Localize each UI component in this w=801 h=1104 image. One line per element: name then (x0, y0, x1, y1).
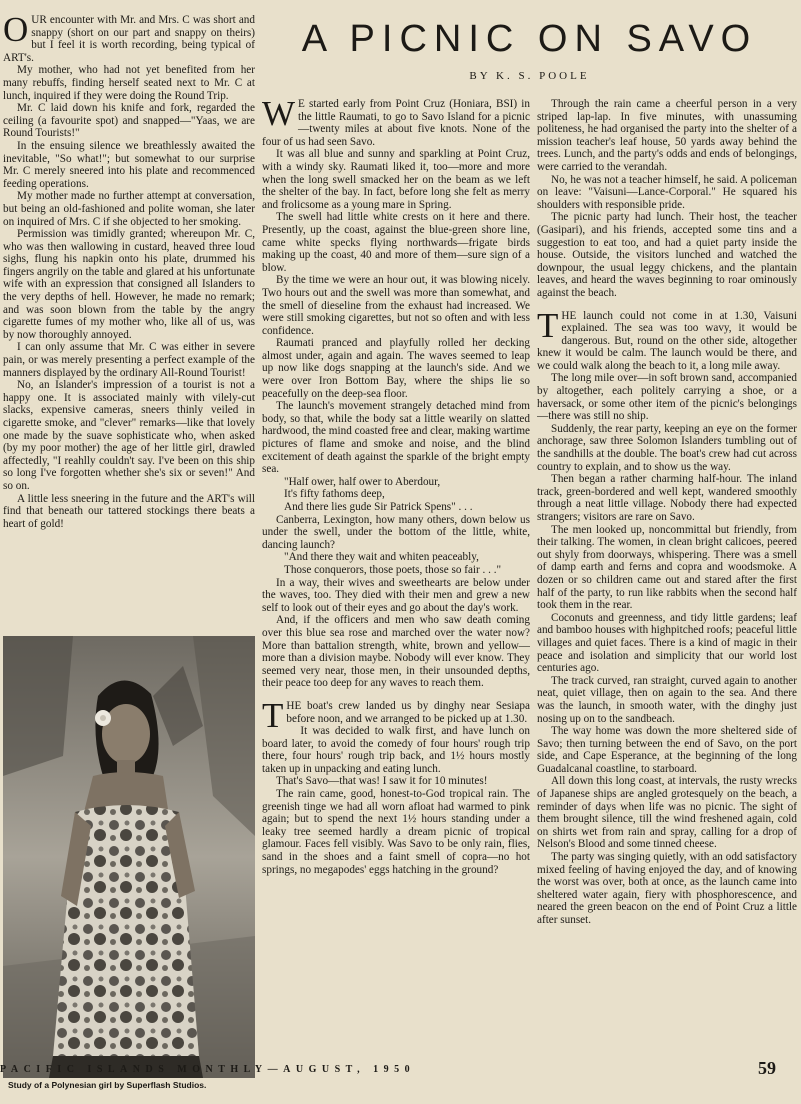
paragraph-text: Canberra, Lexington, how many others, down below us under the swell, under the bottom of the little, white, dancing launch? (262, 513, 530, 551)
paragraph (262, 274, 530, 337)
column-picnic-2 (537, 98, 797, 1058)
paragraph-text: No, an Islander's impression of a tourist is not a happy one. It is associated mainly with vilely-cut slacks, expensive cameras, sneers thinly veiled in cigarette smoke, and "clever" remarks—like that lovely one made by the suave sophisticate who, when asked (by my poor mother) the age of her little girl, drawled affectedly, "I reahlly couldn't say. I've been on this ship so long I've forgotten whether she's six or seven!" And so on. (3, 379, 255, 492)
paragraph (3, 493, 255, 531)
column-tourists (3, 14, 255, 530)
paragraph (3, 379, 255, 492)
paragraph-text: And there lies gude Sir Patrick Spens" . . . (284, 501, 473, 513)
paragraph (537, 775, 797, 851)
paragraph-text: Raumati pranced and playfully rolled her decking almost under, again and again. The waves seemed to leap up now like dogs snapping at the launch's side. And we were over Iron Bottom Bay, where the ships lie so peacefully on the deep-sea floor. (262, 337, 530, 400)
paragraph (3, 64, 255, 102)
paragraph (537, 423, 797, 473)
drop-cap: T (537, 305, 559, 345)
paragraph-text: "Half ower, half ower to Aberdour, (284, 475, 441, 488)
paragraph (262, 211, 530, 274)
paragraph-text: My mother made no further attempt at conversation, but being an old-fashioned and polite woman, she later on inquired of Mrs. C if she objected to her smoking. (3, 190, 255, 228)
drop-cap: W (262, 98, 296, 133)
paragraph-text: HE launch could not come in at 1.30, Vaisuni explained. The sea was too wavy, it would be dangerous. But, round on the other side, altogether knew it would be calm. The launch would be there, and we could walk along the beach to it, a long mile away. (537, 309, 797, 372)
paragraph (3, 228, 255, 341)
paragraph-text: Mr. C laid down his knife and fork, regarded the ceiling (a favourite spot) and snapped—"Yaas, we are Round Tourists!" (3, 102, 255, 140)
paragraph-text: The track curved, ran straight, curved again to another neat, quiet village, then on again to the sea. And there was the launch, in smooth water, with the dinghy just nosing up on to the sandbeach. (537, 674, 797, 725)
paragraph-text: Permission was timidly granted; whereupon Mr. C, who was then wallowing in custard, heaved three loud sighs, flung his napkin onto his plate, drummed his fingers angrily on the table and glared at his unfortunate wife with an expression that consigned all Islanders to the very depths of hell. However, he made no remark; and was soon blown from the table by the angry cigarette fumes of my mother who, like all of us, was by now thoroughly annoyed. (3, 228, 255, 341)
paragraph-text: It's fifty fathoms deep, (284, 488, 385, 501)
paragraph (262, 614, 530, 690)
paragraph-text: By the time we were an hour out, it was blowing nicely. Two hours out and the swell was more than somewhat, and the smell of dieseline from the exhaust had increased. We were still smoking cigarettes, but not so often and with less confidence. (262, 274, 530, 337)
paragraph-text: That's Savo—that was! I saw it for 10 minutes! (276, 775, 488, 788)
paragraph-text: And, if the officers and men who saw death coming over this blue sea rose and marched over the water now? More than battalion strength, white, brown and yellow—more than a division maybe. Nobody will ever know. They seemed very near, those men, in their unsounded depths, their peace too deep for any waves to reach them. (262, 614, 530, 690)
footer-publication: PACIFIC ISLANDS MONTHLY—AUGUST, 1950 (0, 1064, 416, 1075)
paragraph (3, 102, 255, 140)
paragraph (3, 140, 255, 190)
paragraph (262, 775, 530, 788)
paragraph (262, 148, 530, 211)
paragraph-text: "And there they wait and whiten peaceably, (284, 551, 479, 564)
drop-cap: T (262, 695, 284, 735)
paragraph-text: The men looked up, noncommittal but friendly, from their talking. The women, in clean bright calicoes, peered out shyly from doorways, whispering. There was a smell of damp earth and ferns and copra and woodsmoke. A dozen or so children came out and stared after the first half of the party, to run like rabbits when the second half took them in the rear. (537, 523, 797, 612)
paragraph (3, 341, 255, 379)
paragraph-text: No, he was not a teacher himself, he said. A policeman on leave: "Vaisuni—Lance-Corporal." He squared his shoulders with responsible pride. (537, 173, 797, 211)
paragraph (262, 788, 530, 876)
paragraph (537, 675, 797, 725)
paragraph-text: UR encounter with Mr. and Mrs. C was short and snappy (short on our part and snappy on theirs) but I feel it is worth recording, being typical of ART's. (3, 14, 255, 64)
paragraph-text: The launch's movement strangely detached mind from body, so that, while the body sat a little wearily on slatted hardwood, the mind coasted free and clear, making wartime pictures of flame and smoke and noise, and the blind excitement of death against the sparkle of the bright empty sea. (262, 400, 530, 476)
paragraph (3, 190, 255, 228)
paragraph-text: The swell had little white crests on it here and there. Presently, up the coast, against the blue-green shore line, came white specks flying northwards—frigate birds making up the coast, 40 and more of them—sure sign of a blow. (262, 211, 530, 274)
paragraph (537, 473, 797, 523)
paragraph-text: The way home was down the more sheltered side of Savo; then turning between the end of Savo, on the port side, and Cape Esperance, at the beginning of the long Guadalcanal coastline, to starboard. (537, 725, 797, 775)
paragraph-text: Then began a rather charming half-hour. The inland track, green-bordered and well kept, wandered smoothly through a neat little village. Nobody there had expected strangers; visitors are rare on Savo. (537, 473, 797, 523)
paragraph-text: A little less sneering in the future and the ART's will find that beneath our tattered stockings there beats a heart of gold! (3, 492, 255, 530)
polynesian-girl-photo-image (3, 636, 255, 1078)
paragraph-text: I can only assume that Mr. C was either in severe pain, or was merely presenting a perfect example of the manners displayed by the ordinary All-Round Tourist! (3, 341, 255, 379)
paragraph-text: It was all blue and sunny and sparkling at Point Cruz, with a windy sky. Raumati liked it, too—more and more when the long swell smacked her on the beam as we left the shelter of the bay. In fact, before long she felt as merry and frolicsome as a young mare in Spring. (262, 148, 530, 211)
paragraph-text: E started early from Point Cruz (Honiara, BSI) in the little Raumati, to go to Savo Island for a picnic—twenty miles at about five knots. None of the four of us had seen Savo. (262, 98, 530, 148)
paragraph (262, 725, 530, 775)
paragraph-text: All down this long coast, at intervals, the rusty wrecks of Japanese ships are angled grotesquely on the beach, a reminder of days when life was no picnic. The sight of them brought silence, till the wind freshened again, cold on shirts wet from rain and spray, calling for a drop of Nelson's Blood and some tinned cheese. (537, 775, 797, 851)
article-byline: BY K. S. POOLE (469, 70, 590, 82)
paragraph (262, 577, 530, 615)
paragraph-text: HE boat's crew landed us by dinghy near Sesiapa before noon, and we arranged to be picked up at 1.30. (286, 699, 530, 725)
paragraph (537, 98, 797, 174)
paragraph-text: It was decided to walk first, and have lunch on board later, to avoid the comedy of four hours' rough trip there, four hours' rough trip back, and 1½ hours mostly taken up in unpacking and eating lunch. (262, 725, 530, 775)
paragraph (262, 501, 530, 514)
paragraph (262, 98, 530, 148)
paragraph-text: Those conquerors, those poets, those so fair . . ." (284, 563, 502, 576)
paragraph-text: In the ensuing silence we breathlessly awaited the inevitable, "So what!"; but somewhat to our surprise Mr. C merely sneered into his plate and recommenced feeding operations. (3, 139, 255, 190)
page-number: 59 (758, 1058, 776, 1078)
portrait-photo (3, 636, 255, 1078)
paragraph (537, 524, 797, 612)
paragraph (262, 476, 530, 489)
paragraph (262, 695, 530, 735)
paragraph (262, 551, 530, 564)
paragraph (262, 564, 530, 577)
paragraph (3, 14, 255, 64)
paragraph-text: The party was singing quietly, with an odd satisfactory mixed feeling of having enjoyed the day, and of knowing the worst was over, both at once, as the launch came into sheltered water again, fiery with phosphorescence, and neared the green beacon on the end of Point Cruz a little after sunset. (537, 851, 797, 926)
paragraph-text: The picnic party had lunch. Their host, the teacher (Gasipari), and his friends, accepted some tins and a suggestion to eat too, and had a quiet party inside the house. Outside, the visitors lunched and watched the downpour, the usual leggy chickens, and the plantain leaves, and heard the waves beginning to roar ominously against the beach. (537, 211, 797, 299)
paragraph-text: The rain came, good, honest-to-God tropical rain. The greenish tinge we had all worn afloat had warmed to pink again; but to spend the next 1½ hours standing under a leaky tree seemed hardly a dream picnic of tropical glamour. Faces fell visibly. Was Savo to be only rain, flies, sand in the shoes and a faint smell of copra—no hot springs, no megapodes' eggs hatching in the ground? (262, 788, 530, 876)
article-title: A PICNIC ON SAVO (301, 18, 758, 60)
paragraph-text: Suddenly, the rear party, keeping an eye on the former anchorage, saw three Solomon Islanders tumbling out of the sandhills at the double. The boat's crew had cut across country to explain, and to show us the way. (537, 422, 797, 473)
paragraph (537, 211, 797, 299)
paragraph (537, 174, 797, 212)
paragraph-text: Through the rain came a cheerful person in a very striped lap-lap. In five minutes, with unassuming politeness, he had organised the party into the shelter of a mission teacher's leaf house, 50 yards away behind the trees. Lunch, and the party's odds and ends of belongings, were carried to the verandah. (537, 98, 797, 173)
paragraph-text: Coconuts and greenness, and tidy little gardens; leaf and bamboo houses with highpitched roofs; peaceful little villages and quiet faces. There is a kind of magic in their peace and isolation and simplicity that our world lost centuries ago. (537, 611, 797, 675)
paragraph (537, 612, 797, 675)
paragraph (537, 305, 797, 373)
paragraph (262, 488, 530, 501)
paragraph-text: The long mile over—in soft brown sand, accompanied by altogether, each politely carrying a shoe, or a haversack, or some other item of the picnic's belongings—there was still no ship. (537, 372, 797, 423)
paragraph (262, 514, 530, 552)
paragraph (537, 851, 797, 927)
paragraph (262, 337, 530, 400)
paragraph-text: In a way, their wives and sweethearts are below under the waves, too. They died with their men and grew a new self to look out of their eyes and go about the day's work. (262, 576, 530, 614)
paragraph (537, 725, 797, 775)
drop-cap: O (3, 14, 29, 49)
column-picnic-1 (262, 98, 530, 1058)
paragraph-text: My mother, who had not yet benefited from her many rebuffs, finding herself seated next to Mr. C at lunch, inquired if they were doing the Round Trip. (3, 64, 255, 102)
paragraph (537, 372, 797, 422)
photo-caption: Study of a Polynesian girl by Superflash Studios. (8, 1080, 207, 1090)
paragraph (262, 400, 530, 476)
